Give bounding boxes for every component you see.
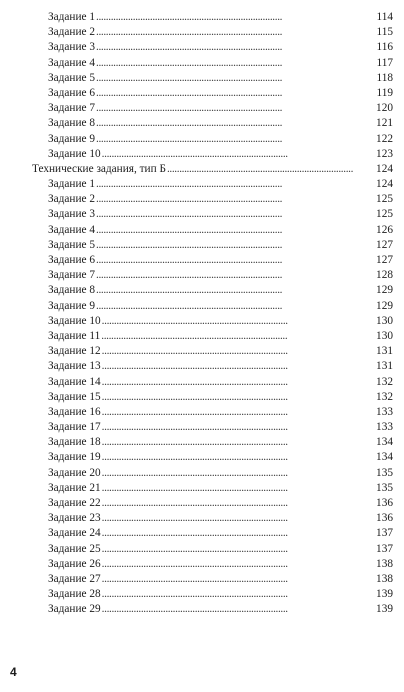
toc-entry[interactable] [0,10,393,25]
toc-entry[interactable] [0,359,393,374]
toc-entry[interactable] [0,375,393,390]
toc-entry-label: Технические задания, тип Б [32,162,166,175]
toc-entry[interactable] [0,207,393,222]
toc-entry[interactable] [0,542,393,557]
dot-leader [102,420,371,435]
toc-list [0,10,393,618]
toc-entry-page: 121 [376,117,393,130]
toc-entry[interactable] [0,344,393,359]
toc-entry-label: Задание 29 [48,603,101,616]
toc-entry[interactable] [0,268,393,283]
toc-entry-label: Задание 8 [48,284,96,297]
dot-leader [102,147,371,162]
toc-entry-page: 124 [376,178,393,191]
toc-entry-page: 127 [376,238,393,251]
toc-entry-label: Задание 2 [48,193,96,206]
toc-entry-label: Задание 7 [48,102,96,115]
toc-entry-label: Задание 19 [48,451,101,464]
dot-leader [167,162,371,177]
toc-entry-label: Задание 26 [48,557,101,570]
dot-leader [102,450,371,465]
dot-leader [96,253,371,268]
toc-entry[interactable] [0,557,393,572]
toc-entry-page: 126 [376,223,393,236]
toc-entry-page: 125 [376,193,393,206]
toc-entry-label: Задание 18 [48,436,101,449]
toc-entry-label: Задание 2 [48,26,96,39]
dot-leader [96,223,371,238]
toc-entry[interactable] [0,177,393,192]
dot-leader [96,71,371,86]
toc-entry[interactable] [0,71,393,86]
toc-entry-label: Задание 11 [48,329,101,342]
toc-entry-label: Задание 4 [48,56,96,69]
dot-leader [102,572,371,587]
dot-leader [102,314,371,329]
toc-entry[interactable] [0,314,393,329]
toc-entry[interactable] [0,511,393,526]
dot-leader [102,466,371,481]
dot-leader [96,116,371,131]
toc-entry[interactable] [0,101,393,116]
toc-entry-label: Задание 9 [48,299,96,312]
toc-entry-page: 136 [376,512,393,525]
toc-entry-label: Задание 27 [48,572,101,585]
toc-entry[interactable] [0,299,393,314]
toc-entry-page: 116 [376,41,393,54]
toc-entry-label: Задание 14 [48,375,101,388]
toc-entry-label: Задание 20 [48,466,101,479]
dot-leader [102,344,371,359]
toc-entry-label: Задание 24 [48,527,101,540]
toc-entry[interactable] [0,132,393,147]
toc-entry-page: 114 [376,11,393,23]
dot-leader [96,132,371,147]
toc-entry-page: 120 [376,102,393,115]
toc-entry[interactable] [0,223,393,238]
toc-entry-page: 137 [376,542,393,555]
toc-entry-label: Задание 8 [48,117,96,130]
toc-entry-page: 130 [376,329,393,342]
toc-entry[interactable] [0,25,393,40]
toc-entry-label: Задание 6 [48,86,96,99]
toc-entry[interactable] [0,238,393,253]
toc-entry-label: Задание 15 [48,390,101,403]
toc-entry[interactable] [0,526,393,541]
toc-entry[interactable] [0,602,393,617]
toc-entry-page: 133 [376,405,393,418]
toc-entry-page: 115 [376,26,393,39]
toc-entry-page: 138 [376,557,393,570]
dot-leader [102,405,371,420]
toc-entry-label: Задание 5 [48,71,96,84]
toc-entry[interactable] [0,587,393,602]
dot-leader [102,390,371,405]
toc-entry[interactable] [0,56,393,71]
dot-leader [102,435,371,450]
toc-entry-page: 129 [376,299,393,312]
toc-entry-label: Задание 9 [48,132,96,145]
toc-entry-label: Задание 12 [48,345,101,358]
toc-entry-page: 130 [376,314,393,327]
toc-entry-page: 122 [376,132,393,145]
toc-entry-label: Задание 17 [48,421,101,434]
dot-leader [102,602,371,617]
table-of-contents [0,10,404,618]
toc-entry-page: 134 [376,436,393,449]
toc-entry[interactable] [0,481,393,496]
dot-leader [96,238,371,253]
toc-entry-label: Задание 21 [48,481,101,494]
toc-entry[interactable] [0,147,393,162]
dot-leader [102,542,371,557]
toc-entry-page: 125 [376,208,393,221]
toc-entry[interactable] [0,405,393,420]
toc-entry-label: Задание 28 [48,588,101,601]
dot-leader [101,329,371,344]
toc-entry[interactable] [0,283,393,298]
toc-entry-label: Задание 5 [48,238,96,251]
toc-entry-label: Задание 1 [48,11,96,23]
dot-leader [102,375,371,390]
toc-entry-label: Задание 10 [48,314,101,327]
dot-leader [102,557,371,572]
dot-leader [96,207,371,222]
toc-entry-page: 131 [376,345,393,358]
dot-leader [96,56,371,71]
toc-entry[interactable] [0,329,393,344]
toc-entry-page: 139 [376,603,393,616]
dot-leader [102,511,371,526]
toc-entry-page: 138 [376,572,393,585]
toc-entry[interactable] [0,116,393,131]
toc-entry-page: 117 [376,56,393,69]
toc-section-entry[interactable] [0,162,393,177]
toc-entry[interactable] [0,496,393,511]
dot-leader [96,177,371,192]
toc-entry-page: 132 [376,390,393,403]
toc-entry-label: Задание 7 [48,269,96,282]
dot-leader [96,192,371,207]
dot-leader [102,526,371,541]
toc-entry-page: 135 [376,481,393,494]
toc-entry[interactable] [0,435,393,450]
toc-entry[interactable] [0,253,393,268]
toc-entry-label: Задание 25 [48,542,101,555]
page-number: 4 [10,665,17,679]
toc-entry-page: 133 [376,421,393,434]
toc-entry-label: Задание 22 [48,497,101,509]
toc-entry-label: Задание 23 [48,512,101,525]
toc-entry-page: 131 [376,360,393,373]
toc-entry[interactable] [0,450,393,465]
toc-entry-page: 135 [376,466,393,479]
dot-leader [96,40,371,55]
toc-entry-page: 127 [376,254,393,266]
toc-entry-page: 123 [376,147,393,160]
toc-entry-label: Задание 3 [48,208,96,221]
toc-entry-label: Задание 4 [48,223,96,236]
toc-entry-label: Задание 13 [48,360,101,373]
toc-entry-page: 137 [376,527,393,540]
toc-entry-label: Задание 1 [48,178,96,191]
toc-entry-label: Задание 3 [48,41,96,54]
dot-leader [96,10,371,25]
dot-leader [96,101,371,116]
toc-entry[interactable] [0,572,393,587]
dot-leader [102,359,371,374]
toc-entry-page: 124 [376,162,393,175]
dot-leader [102,481,371,496]
toc-entry-page: 139 [376,588,393,601]
toc-entry-page: 118 [376,71,393,84]
toc-entry-label: Задание 6 [48,254,96,266]
toc-entry-page: 132 [376,375,393,388]
dot-leader [96,86,371,101]
toc-entry-page: 119 [376,86,393,99]
toc-entry[interactable] [0,192,393,207]
toc-entry-page: 128 [376,269,393,282]
toc-entry[interactable] [0,466,393,481]
toc-entry-page: 134 [376,451,393,464]
toc-entry[interactable] [0,40,393,55]
toc-entry-page: 129 [376,284,393,297]
dot-leader [96,283,371,298]
dot-leader [96,268,371,283]
toc-entry-label: Задание 10 [48,147,101,160]
dot-leader [102,496,371,511]
toc-entry[interactable] [0,390,393,405]
dot-leader [96,299,371,314]
toc-entry[interactable] [0,420,393,435]
toc-entry-page: 136 [376,497,393,509]
toc-entry-label: Задание 16 [48,405,101,418]
toc-entry[interactable] [0,86,393,101]
dot-leader [96,25,371,40]
dot-leader [102,587,371,602]
